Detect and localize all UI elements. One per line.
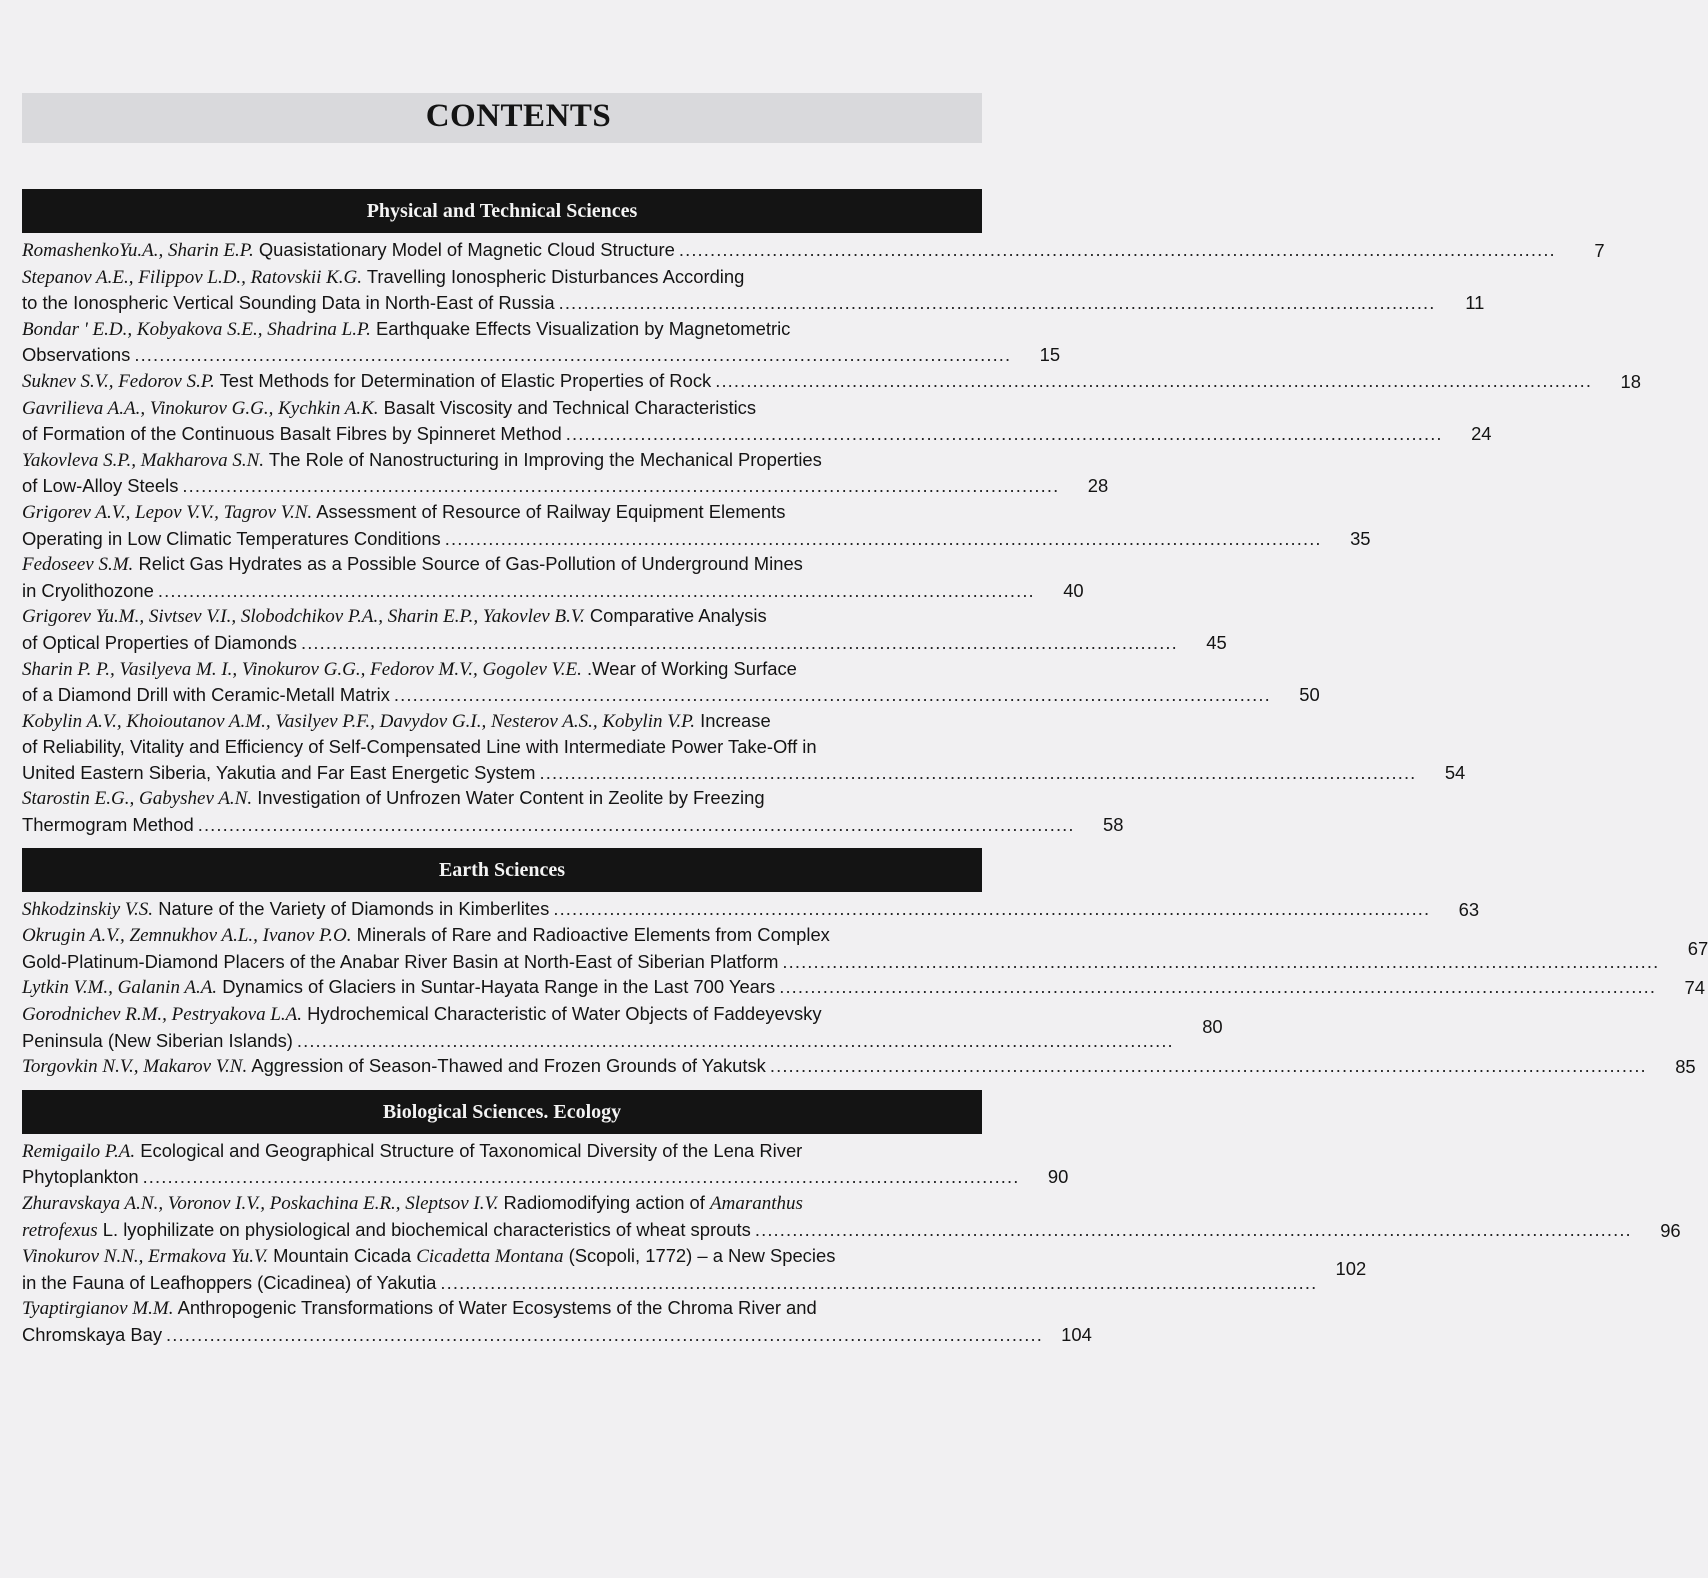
entry-title-italic: Cicadetta Montana	[416, 1246, 564, 1268]
entry-authors: Shkodzinskiy V.S.	[22, 898, 154, 920]
entry-title	[22, 1164, 139, 1190]
entry-line	[22, 473, 1062, 499]
entry-title: Minerals of Rare and Radioactive Elements from Complex	[356, 924, 830, 946]
entry-line	[22, 1295, 1046, 1322]
entry-text	[22, 368, 1595, 395]
toc-entry[interactable]	[22, 656, 1320, 708]
entry-title: Ecological and Geographical Structure of Taxonomical Diversity of the Lena River	[140, 1139, 803, 1161]
toc-entry[interactable]	[22, 603, 1227, 655]
page-number: 58	[1103, 814, 1124, 836]
entry-line	[22, 1217, 1635, 1244]
entry-title: (Scopoli, 1772) – a New Species	[568, 1245, 836, 1267]
entry-text	[22, 447, 1062, 499]
toc-entry[interactable]	[22, 551, 1084, 603]
entry-line	[22, 760, 1419, 786]
entry-authors: Sharin P. P., Vasilyeva M. I., Vinokurov G.G., Fedorov M.V., Gogolev V.E.	[22, 658, 582, 680]
entry-line	[22, 316, 1014, 343]
entry-line	[22, 812, 1078, 838]
dot-leader	[782, 949, 1656, 975]
entry-title: United Eastern Siberia, Yakutia and Far East Energetic System	[22, 761, 536, 783]
page-title: CONTENTS	[425, 98, 612, 134]
entry-text	[22, 656, 1274, 708]
entry-authors: Remigailo P.A.	[22, 1140, 136, 1162]
entry-line	[22, 237, 1559, 264]
page-number: 54	[1444, 761, 1466, 783]
page-number: 24	[1471, 423, 1492, 445]
entry-text	[22, 1190, 1635, 1243]
page-number: 11	[1465, 292, 1485, 314]
entry-authors: Grigorev Yu.M., Sivtsev V.I., Slobodchikov P.A., Sharin E.P., Yakovlev B.V.	[22, 606, 585, 628]
entry-title	[22, 342, 130, 368]
entry-title: Assessment of Resource of Railway Equipment Elements	[316, 500, 786, 522]
entry-title	[22, 1217, 751, 1244]
dot-leader	[297, 1028, 1171, 1054]
entry-line	[22, 290, 1438, 316]
entry-title	[22, 682, 390, 708]
dot-leader	[566, 421, 1440, 447]
entry-title	[22, 473, 178, 499]
entry-text	[22, 499, 1325, 551]
entry-authors: Stepanov A.E., Filippov L.D., Ratovskii K.G.	[22, 266, 363, 288]
entry-text	[22, 1243, 1320, 1295]
entry-title: in Cryolithozone	[22, 579, 154, 601]
page-number: 7	[1594, 240, 1605, 261]
entry-title: Dynamics of Glaciers in Suntar-Hayata Range in the Last 700 Years	[222, 976, 776, 998]
entry-title-italic: Amaranthus	[710, 1193, 803, 1214]
entry-line	[22, 922, 1662, 949]
dot-leader	[182, 473, 1056, 499]
toc-entry[interactable]	[22, 1243, 1367, 1295]
page-number: 80	[1202, 1016, 1223, 1038]
entry-title: Anthropogenic Transformations of Water Ecosystems of the Chroma River and	[177, 1297, 817, 1319]
dot-leader	[198, 812, 1072, 838]
entry-line	[22, 447, 1062, 474]
entry-line	[22, 264, 1438, 291]
entry-title: .Wear of Working Surface	[587, 657, 797, 679]
entry-title: Mountain Cicada	[273, 1245, 412, 1267]
entry-text	[22, 896, 1433, 923]
toc-entry[interactable]	[22, 447, 1109, 499]
entry-title: Increase	[700, 709, 771, 731]
entry-text	[22, 237, 1559, 264]
dot-leader	[143, 1164, 1017, 1190]
toc-entry[interactable]	[22, 896, 1480, 923]
entry-text	[22, 551, 1038, 603]
toc-entry[interactable]	[22, 785, 1124, 837]
entry-title: in the Fauna of Leafhoppers (Cicadinea) of Yakutia	[22, 1271, 437, 1293]
entry-text	[22, 395, 1446, 447]
entry-line	[22, 1053, 1650, 1080]
entry-title	[22, 812, 194, 838]
entry-authors: Kobylin A.V., Khoioutanov A.M., Vasilyev P.F., Davydov G.I., Nesterov A.S., Kobylin V.P.	[22, 710, 696, 732]
entry-title	[22, 949, 778, 975]
toc-entry[interactable]	[22, 708, 1466, 786]
entry-line	[22, 368, 711, 395]
entry-text	[22, 922, 1662, 974]
entry-text	[22, 264, 1438, 316]
entry-authors: Zhuravskaya A.N., Voronov I.V., Poskachina E.R., Sleptsov I.V.	[22, 1193, 499, 1214]
dot-leader	[158, 578, 1032, 604]
entry-line	[22, 526, 1325, 552]
page-number: 45	[1206, 631, 1227, 653]
page-number: 104	[1061, 1323, 1092, 1345]
page-number: 15	[1039, 344, 1061, 366]
entry-title	[22, 1270, 436, 1296]
dot-leader	[779, 974, 1653, 1000]
toc-entry[interactable]	[22, 395, 1492, 447]
page-number: 85	[1675, 1056, 1696, 1078]
entry-authors: Fedoseev S.M.	[22, 554, 134, 576]
entry-line	[22, 656, 1274, 683]
entry-line	[22, 342, 1014, 368]
entry-title: of Low-Alloy Steels	[22, 475, 179, 497]
dot-leader	[301, 630, 1175, 656]
toc-entry[interactable]	[22, 316, 1061, 368]
page-number: 67	[1687, 937, 1708, 959]
page-number: 18	[1620, 370, 1641, 392]
entry-line	[22, 421, 1446, 447]
toc-entry[interactable]	[22, 1190, 1681, 1243]
entry-text	[22, 974, 1659, 1001]
entry-title	[22, 578, 154, 604]
entry-title: L. lyophilizate on physiological and biochemical characteristics of wheat sprouts	[102, 1218, 751, 1240]
entry-line	[22, 1164, 1022, 1190]
entry-title: The Role of Nanostructuring in Improving the Mechanical Properties	[268, 448, 822, 470]
entry-text	[22, 1053, 1650, 1080]
entry-title: Relict Gas Hydrates as a Possible Source of Gas-Pollution of Underground Mines	[138, 553, 803, 575]
entry-line	[22, 896, 1433, 923]
dot-leader	[394, 682, 1268, 708]
entry-line	[22, 949, 1662, 975]
dot-leader	[715, 368, 1589, 394]
entry-authors: RomashenkoYu.A., Sharin E.P.	[22, 240, 254, 261]
entry-title: Peninsula (New Siberian Islands)	[22, 1029, 293, 1051]
entry-authors: Gorodnichev R.M., Pestryakova L.A.	[22, 1004, 302, 1026]
entry-title: of Formation of the Continuous Basalt Fibres by Spinneret Method	[22, 423, 562, 445]
entry-text	[22, 708, 1419, 786]
entry-authors: Lytkin V.M., Galanin A.A.	[22, 977, 218, 999]
entry-line	[22, 1028, 1177, 1054]
toc-entry[interactable]	[22, 1295, 1092, 1347]
toc-entry[interactable]	[22, 499, 1371, 551]
entry-text	[22, 1295, 1046, 1347]
entry-authors: Vinokurov N.N., Ermakova Yu.V.	[22, 1246, 268, 1268]
entry-line	[22, 1243, 1320, 1270]
entry-title-italic: retrofexus	[22, 1219, 98, 1241]
entry-line	[22, 395, 1446, 422]
entry-text	[22, 316, 1014, 368]
dot-leader	[755, 1217, 1629, 1243]
entry-line	[22, 974, 775, 1001]
entry-title: Operating in Low Climatic Temperatures Conditions	[22, 527, 441, 549]
entry-text	[22, 785, 1078, 837]
toc-entry[interactable]	[22, 1138, 1069, 1190]
entry-title: of a Diamond Drill with Ceramic-Metall Matrix	[22, 684, 390, 706]
entry-line	[22, 708, 1419, 735]
entry-line	[22, 368, 1595, 395]
entry-line	[22, 1322, 1046, 1348]
page-number: 74	[1684, 977, 1706, 999]
entry-authors: Grigorev A.V., Lepov V.V., Tagrov V.N.	[22, 501, 313, 523]
entry-title	[22, 421, 562, 447]
entry-title: Phytoplankton	[22, 1166, 139, 1188]
entry-line	[22, 551, 1038, 578]
entry-title: to the Ionospheric Vertical Sounding Data in North-East of Russia	[22, 292, 555, 314]
entry-title: Hydrochemical Characteristic of Water Objects of Faddeyevsky	[307, 1003, 822, 1025]
entry-line	[22, 1001, 1177, 1028]
toc-entry[interactable]	[22, 264, 1485, 316]
page-number: 90	[1047, 1166, 1069, 1188]
entry-line	[22, 1053, 766, 1080]
toc-entry[interactable]	[22, 1053, 1696, 1080]
entry-text	[22, 603, 1181, 655]
dot-leader	[166, 1322, 1040, 1348]
entry-line	[22, 896, 549, 923]
entry-line	[22, 785, 1078, 812]
entry-title: Chromskaya Bay	[22, 1323, 163, 1345]
entry-authors: Starostin E.G., Gabyshev A.N.	[22, 788, 253, 810]
entry-title	[22, 290, 555, 316]
entry-title: Aggression of Season-Thawed and Frozen Grounds of Yakutsk	[251, 1055, 766, 1077]
entry-authors: Tyaptirgianov M.M.	[22, 1298, 174, 1320]
entry-title: Test Methods for Determination of Elastic Properties of Rock	[219, 369, 712, 391]
dot-leader	[553, 896, 1427, 922]
entry-authors: Gavrilieva A.A., Vinokurov G.G., Kychkin A.K.	[22, 397, 379, 419]
dot-leader	[134, 342, 1008, 368]
toc-entry[interactable]	[22, 1001, 1223, 1053]
page-number: 96	[1660, 1219, 1681, 1241]
page-number: 35	[1350, 527, 1371, 549]
entry-line	[22, 734, 1419, 760]
page-number: 40	[1063, 579, 1084, 601]
entry-title	[22, 760, 536, 786]
toc-entry[interactable]	[22, 368, 1641, 395]
page-number: 50	[1299, 684, 1320, 706]
page-number: 63	[1458, 898, 1480, 920]
dot-leader	[445, 526, 1319, 552]
entry-authors: Yakovleva S.P., Makharova S.N.	[22, 449, 265, 471]
entry-title: Quasistationary Model of Magnetic Cloud Structure	[258, 239, 675, 260]
entry-title: Basalt Viscosity and Technical Characteristics	[383, 396, 757, 418]
dot-leader	[770, 1053, 1644, 1079]
entry-title: of Reliability, Vitality and Efficiency of Self-Compensated Line with Intermediate Power Take-Off in	[22, 736, 817, 758]
entry-title	[22, 526, 441, 552]
dot-leader	[540, 760, 1414, 786]
entry-authors: Bondar ' E.D., Kobyakova S.E., Shadrina L.P.	[22, 318, 371, 340]
entry-title: Comparative Analysis	[589, 605, 767, 627]
dot-leader	[559, 290, 1433, 316]
toc-entry[interactable]	[22, 974, 1706, 1001]
dot-leader	[679, 237, 1553, 263]
entry-title: Investigation of Unfrozen Water Content in Zeolite by Freezing	[257, 787, 765, 809]
page-number: 102	[1335, 1258, 1367, 1280]
entry-title: Radiomodifying action of	[503, 1192, 705, 1213]
entry-line	[22, 499, 1325, 526]
entry-title: Travelling Ionospheric Disturbances According	[366, 265, 745, 287]
entry-authors: Suknev S.V., Fedorov S.P.	[22, 370, 215, 392]
entry-title: Observations	[22, 344, 131, 366]
toc-entry[interactable]	[22, 922, 1708, 974]
toc-entry[interactable]	[22, 237, 1605, 264]
entry-title: Nature of the Variety of Diamonds in Kimberlites	[158, 897, 550, 919]
section-heading: Biological Sciences. Ecology	[22, 1090, 982, 1134]
dot-leader	[440, 1270, 1314, 1296]
entry-title: Gold-Platinum-Diamond Placers of the Anabar River Basin at North-East of Siberian Platform	[22, 950, 779, 972]
entry-line	[22, 603, 1181, 630]
entry-title	[22, 1028, 293, 1054]
table-of-contents	[22, 189, 1708, 1348]
entry-text	[22, 1138, 1022, 1190]
entry-authors: Okrugin A.V., Zemnukhov A.L., Ivanov P.O.	[22, 925, 352, 947]
entry-title: Earthquake Effects Visualization by Magnetometric	[376, 317, 791, 339]
entry-authors: Torgovkin N.V., Makarov V.N.	[22, 1056, 248, 1078]
entry-title: of Optical Properties of Diamonds	[22, 631, 297, 653]
entry-line	[22, 630, 1181, 656]
section-heading: Physical and Technical Sciences	[22, 189, 982, 233]
entry-title: Thermogram Method	[22, 814, 194, 836]
section-heading: Earth Sciences	[22, 848, 982, 892]
entry-line	[22, 1138, 1022, 1165]
entry-line	[22, 682, 1274, 708]
entry-title	[22, 630, 297, 656]
entry-text	[22, 1001, 1177, 1053]
entry-line	[22, 1190, 1635, 1217]
entry-line	[22, 1270, 1320, 1296]
entry-line	[22, 974, 1659, 1001]
entry-line	[22, 237, 675, 264]
entry-line	[22, 578, 1038, 604]
page-number: 28	[1087, 475, 1109, 497]
entry-title	[22, 1322, 162, 1348]
